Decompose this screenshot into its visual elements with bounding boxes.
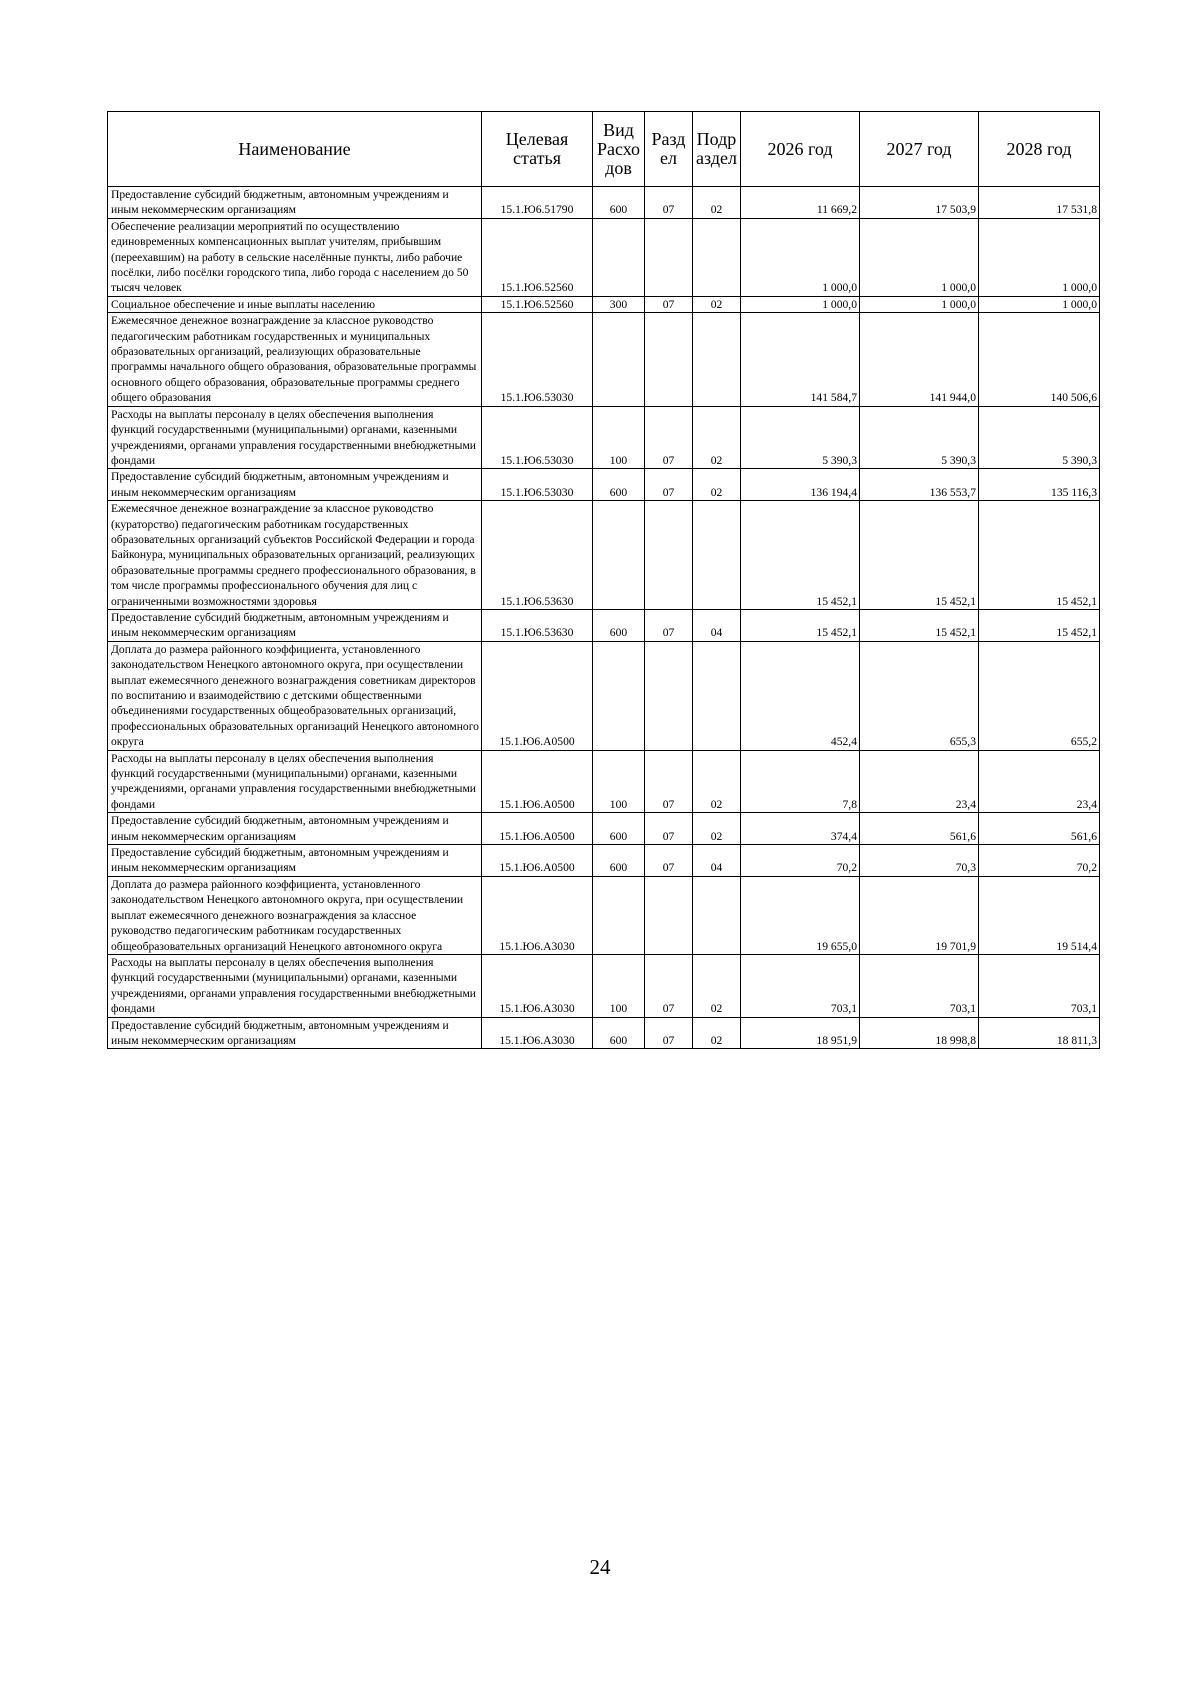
- table-row: [108, 501, 1100, 610]
- cell-name: Предоставление субсидий бюджетным, автономным учреждениям и иным некоммерческим организациям: [108, 1017, 482, 1049]
- table-row: [108, 406, 1100, 469]
- cell-year-2026: 452,4: [741, 641, 860, 750]
- header-section: Разд ел: [645, 112, 693, 187]
- cell-name: Расходы на выплаты персоналу в целях обеспечения выполнения функций государственными (муниципальными) органами, казенными учреждениями, органами управления государственными внебюджетными фондами: [108, 406, 482, 469]
- cell-subsection: 02: [693, 813, 741, 845]
- cell-expense-type: [593, 641, 645, 750]
- cell-year-2027: 17 503,9: [860, 187, 979, 219]
- cell-year-2028: 19 514,4: [979, 876, 1100, 954]
- cell-year-2028: 1 000,0: [979, 296, 1100, 312]
- cell-year-2027: 15 452,1: [860, 501, 979, 610]
- cell-target-article: 15.1.Ю6.А3030: [482, 876, 593, 954]
- cell-year-2027: 1 000,0: [860, 296, 979, 312]
- cell-section: 07: [645, 187, 693, 219]
- cell-section: [645, 501, 693, 610]
- table-row: [108, 876, 1100, 954]
- cell-year-2027: 703,1: [860, 954, 979, 1017]
- cell-name: Ежемесячное денежное вознаграждение за классное руководство педагогическим работникам государственных и муниципальных образовательных организаций, реализующих образовательные программы начального общего образования, образовательные программы основного общего образования, образовательные программы среднего общего образования: [108, 313, 482, 406]
- cell-year-2027: 18 998,8: [860, 1017, 979, 1049]
- cell-expense-type: 600: [593, 1017, 645, 1049]
- cell-year-2026: 1 000,0: [741, 218, 860, 296]
- budget-table: [107, 111, 1100, 1049]
- cell-year-2027: 70,3: [860, 845, 979, 877]
- header-target-article: Целевая статья: [482, 112, 593, 187]
- cell-year-2028: 15 452,1: [979, 501, 1100, 610]
- header-year-2026: 2026 год: [741, 112, 860, 187]
- cell-year-2028: 18 811,3: [979, 1017, 1100, 1049]
- cell-year-2028: 561,6: [979, 813, 1100, 845]
- header-year-2027: 2027 год: [860, 112, 979, 187]
- cell-year-2026: 70,2: [741, 845, 860, 877]
- cell-expense-type: 600: [593, 609, 645, 641]
- cell-subsection: 04: [693, 845, 741, 877]
- cell-expense-type: 600: [593, 845, 645, 877]
- table-row: [108, 218, 1100, 296]
- cell-expense-type: 100: [593, 954, 645, 1017]
- cell-year-2028: 70,2: [979, 845, 1100, 877]
- table-row: [108, 469, 1100, 501]
- table-row: [108, 313, 1100, 406]
- cell-section: [645, 641, 693, 750]
- header-name: Наименование: [108, 112, 482, 187]
- cell-target-article: 15.1.Ю6.53030: [482, 469, 593, 501]
- cell-target-article: 15.1.Ю6.52560: [482, 218, 593, 296]
- cell-year-2027: 19 701,9: [860, 876, 979, 954]
- cell-year-2028: 17 531,8: [979, 187, 1100, 219]
- cell-year-2028: 703,1: [979, 954, 1100, 1017]
- cell-name: Расходы на выплаты персоналу в целях обеспечения выполнения функций государственными (муниципальными) органами, казенными учреждениями, органами управления государственными внебюджетными фондами: [108, 954, 482, 1017]
- cell-year-2026: 374,4: [741, 813, 860, 845]
- cell-subsection: [693, 218, 741, 296]
- cell-year-2027: 23,4: [860, 750, 979, 813]
- cell-target-article: 15.1.Ю6.А0500: [482, 641, 593, 750]
- cell-subsection: 02: [693, 406, 741, 469]
- table-row: [108, 813, 1100, 845]
- cell-year-2028: 23,4: [979, 750, 1100, 813]
- table-row: [108, 750, 1100, 813]
- cell-name: Доплата до размера районного коэффициента, установленного законодательством Ненецкого автономного округа, при осуществлении выплат ежемесячного денежного вознаграждения советникам директоров по воспитанию и взаимодействию с детскими общественными объединениями государственных общеобразовательных организаций, профессиональных образовательных организаций Ненецкого автономного округа: [108, 641, 482, 750]
- cell-name: Предоставление субсидий бюджетным, автономным учреждениям и иным некоммерческим организациям: [108, 609, 482, 641]
- cell-year-2027: 15 452,1: [860, 609, 979, 641]
- table-row: [108, 296, 1100, 312]
- cell-section: 07: [645, 845, 693, 877]
- cell-expense-type: [593, 876, 645, 954]
- cell-section: 07: [645, 609, 693, 641]
- cell-section: 07: [645, 296, 693, 312]
- cell-subsection: 02: [693, 1017, 741, 1049]
- table-row: [108, 187, 1100, 219]
- cell-year-2028: 655,2: [979, 641, 1100, 750]
- cell-expense-type: 600: [593, 187, 645, 219]
- table-row: [108, 609, 1100, 641]
- cell-name: Предоставление субсидий бюджетным, автономным учреждениям и иным некоммерческим организациям: [108, 187, 482, 219]
- cell-year-2026: 19 655,0: [741, 876, 860, 954]
- cell-subsection: 02: [693, 469, 741, 501]
- cell-section: 07: [645, 1017, 693, 1049]
- header-year-2028: 2028 год: [979, 112, 1100, 187]
- cell-expense-type: [593, 218, 645, 296]
- cell-year-2027: 1 000,0: [860, 218, 979, 296]
- cell-target-article: 15.1.Ю6.53030: [482, 313, 593, 406]
- cell-expense-type: [593, 501, 645, 610]
- cell-name: Предоставление субсидий бюджетным, автономным учреждениям и иным некоммерческим организациям: [108, 813, 482, 845]
- cell-target-article: 15.1.Ю6.А0500: [482, 813, 593, 845]
- cell-year-2026: 15 452,1: [741, 609, 860, 641]
- cell-target-article: 15.1.Ю6.А3030: [482, 954, 593, 1017]
- table-row: [108, 1017, 1100, 1049]
- cell-year-2028: 1 000,0: [979, 218, 1100, 296]
- cell-year-2026: 15 452,1: [741, 501, 860, 610]
- cell-subsection: 02: [693, 187, 741, 219]
- cell-year-2028: 135 116,3: [979, 469, 1100, 501]
- cell-target-article: 15.1.Ю6.52560: [482, 296, 593, 312]
- cell-expense-type: [593, 313, 645, 406]
- cell-subsection: 02: [693, 750, 741, 813]
- cell-year-2026: 5 390,3: [741, 406, 860, 469]
- cell-section: 07: [645, 813, 693, 845]
- cell-year-2028: 5 390,3: [979, 406, 1100, 469]
- cell-name: Предоставление субсидий бюджетным, автономным учреждениям и иным некоммерческим организациям: [108, 469, 482, 501]
- cell-year-2027: 655,3: [860, 641, 979, 750]
- page-number: 24: [589, 1555, 611, 1579]
- cell-name: Доплата до размера районного коэффициента, установленного законодательством Ненецкого автономного округа, при осуществлении выплат ежемесячного денежного вознаграждения за классное руководство педагогическим работникам государственных общеобразовательных организаций Ненецкого автономного округа: [108, 876, 482, 954]
- cell-name: Расходы на выплаты персоналу в целях обеспечения выполнения функций государственными (муниципальными) органами, казенными учреждениями, органами управления государственными внебюджетными фондами: [108, 750, 482, 813]
- cell-subsection: [693, 876, 741, 954]
- table-row: [108, 845, 1100, 877]
- cell-name: Ежемесячное денежное вознаграждение за классное руководство (кураторство) педагогическим работникам государственных образовательных организаций субъектов Российской Федерации и города Байконура, муниципальных образовательных организаций, реализующих образовательные программы среднего профессионального образования, в том числе программы профессионального обучения для лиц с ограниченными возможностями здоровья: [108, 501, 482, 610]
- cell-year-2026: 136 194,4: [741, 469, 860, 501]
- cell-name: Предоставление субсидий бюджетным, автономным учреждениям и иным некоммерческим организациям: [108, 845, 482, 877]
- cell-subsection: [693, 313, 741, 406]
- cell-target-article: 15.1.Ю6.53630: [482, 501, 593, 610]
- cell-target-article: 15.1.Ю6.А0500: [482, 750, 593, 813]
- cell-section: 07: [645, 750, 693, 813]
- cell-year-2027: 136 553,7: [860, 469, 979, 501]
- cell-subsection: 02: [693, 296, 741, 312]
- cell-year-2027: 561,6: [860, 813, 979, 845]
- header-expense-type: Вид Расхо дов: [593, 112, 645, 187]
- cell-year-2027: 141 944,0: [860, 313, 979, 406]
- cell-year-2026: 11 669,2: [741, 187, 860, 219]
- cell-section: [645, 313, 693, 406]
- cell-target-article: 15.1.Ю6.51790: [482, 187, 593, 219]
- cell-target-article: 15.1.Ю6.53030: [482, 406, 593, 469]
- cell-section: [645, 218, 693, 296]
- header-subsection: Подр аздел: [693, 112, 741, 187]
- cell-subsection: [693, 641, 741, 750]
- cell-year-2026: 703,1: [741, 954, 860, 1017]
- cell-year-2026: 18 951,9: [741, 1017, 860, 1049]
- cell-expense-type: 600: [593, 813, 645, 845]
- cell-year-2026: 1 000,0: [741, 296, 860, 312]
- cell-year-2028: 15 452,1: [979, 609, 1100, 641]
- cell-target-article: 15.1.Ю6.53630: [482, 609, 593, 641]
- cell-expense-type: 100: [593, 750, 645, 813]
- cell-expense-type: 100: [593, 406, 645, 469]
- cell-name: Социальное обеспечение и иные выплаты населению: [108, 296, 482, 312]
- cell-target-article: 15.1.Ю6.А3030: [482, 1017, 593, 1049]
- cell-year-2028: 140 506,6: [979, 313, 1100, 406]
- cell-year-2027: 5 390,3: [860, 406, 979, 469]
- cell-section: 07: [645, 954, 693, 1017]
- cell-section: [645, 876, 693, 954]
- cell-subsection: 04: [693, 609, 741, 641]
- cell-subsection: 02: [693, 954, 741, 1017]
- cell-section: 07: [645, 469, 693, 501]
- table-row: [108, 954, 1100, 1017]
- cell-target-article: 15.1.Ю6.А0500: [482, 845, 593, 877]
- cell-section: 07: [645, 406, 693, 469]
- cell-year-2026: 7,8: [741, 750, 860, 813]
- table-row: [108, 641, 1100, 750]
- cell-subsection: [693, 501, 741, 610]
- cell-name: Обеспечение реализации мероприятий по осуществлению единовременных компенсационных выплат учителям, прибывшим (переехавшим) на работу в сельские населённые пункты, либо рабочие посёлки, либо посёлки городского типа, либо города с населением до 50 тысяч человек: [108, 218, 482, 296]
- cell-year-2026: 141 584,7: [741, 313, 860, 406]
- cell-expense-type: 300: [593, 296, 645, 312]
- cell-expense-type: 600: [593, 469, 645, 501]
- table-body: [108, 187, 1100, 1049]
- header-row: [108, 112, 1100, 187]
